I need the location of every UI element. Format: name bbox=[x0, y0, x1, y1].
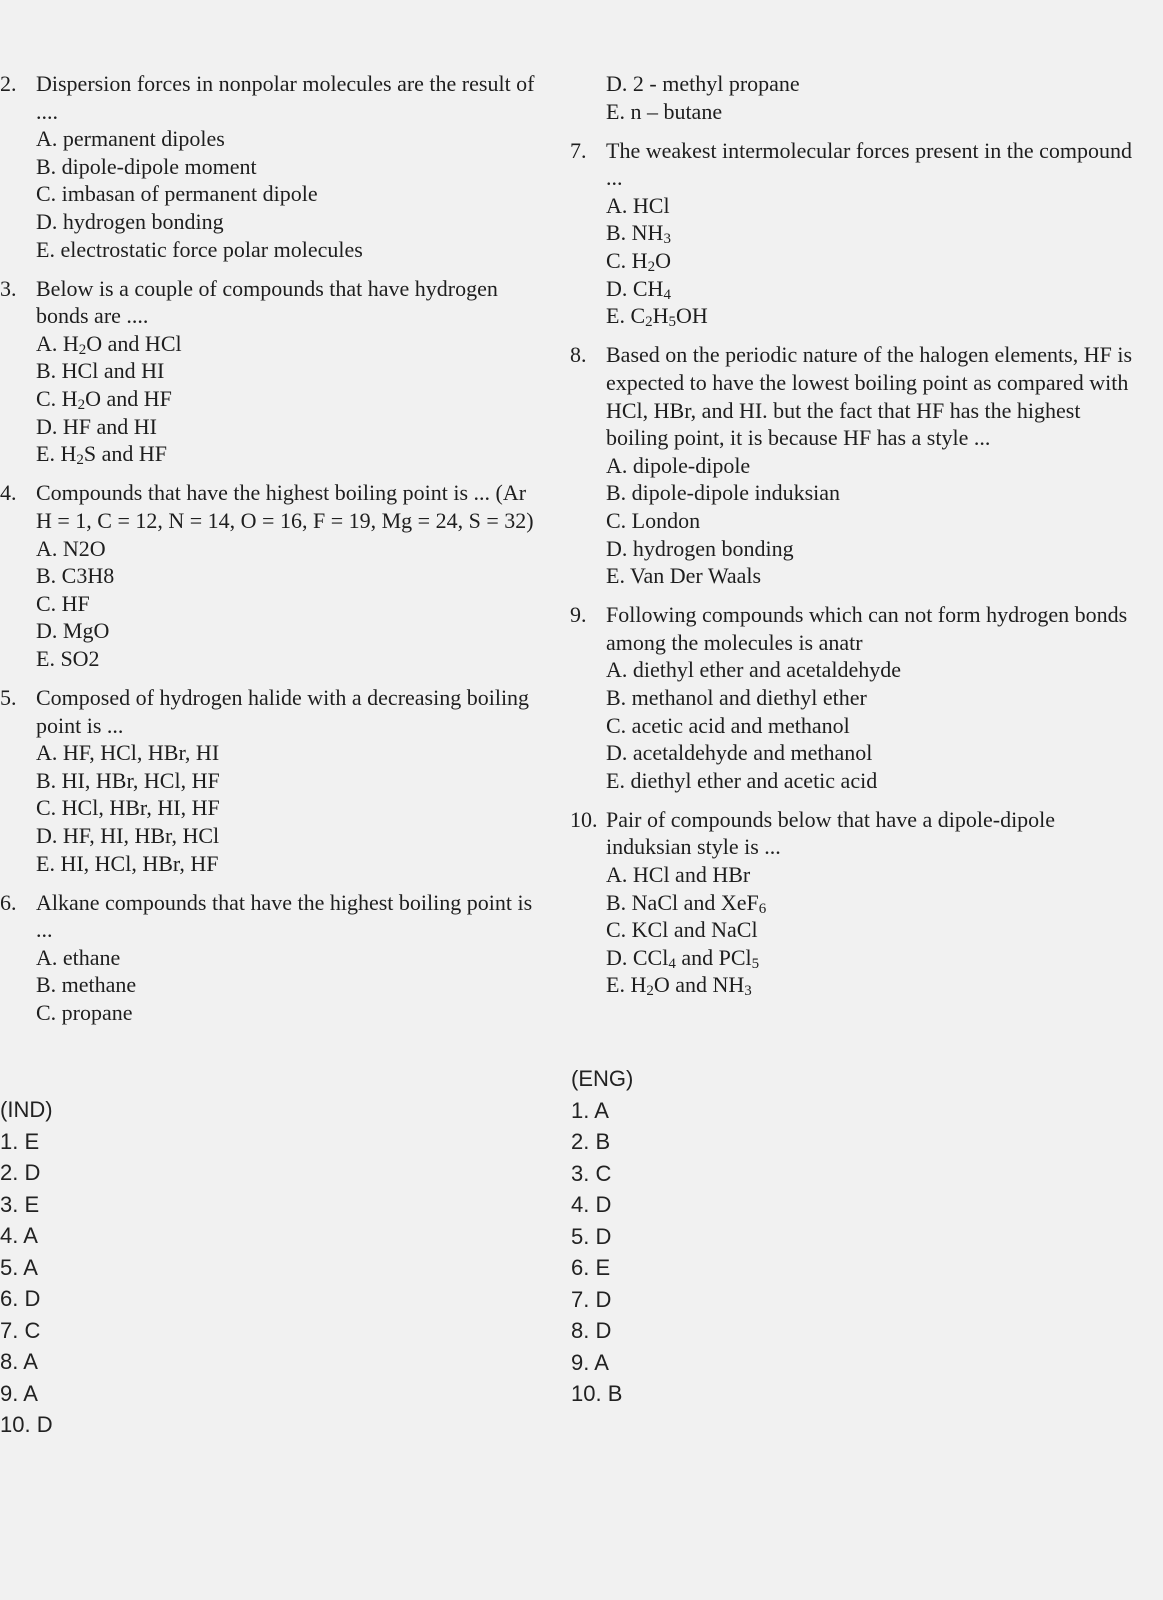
answer-option: C. imbasan of permanent dipole bbox=[36, 181, 318, 207]
answer-item: 4. A bbox=[0, 1223, 38, 1248]
answer-option: E. SO2 bbox=[36, 645, 100, 671]
answer-option: B. dipole-dipole induksian bbox=[606, 480, 841, 506]
answer-option: B. HI, HBr, HCl, HF bbox=[36, 767, 220, 793]
question-number: 3. bbox=[0, 275, 17, 301]
answer-option: C. acetic acid and methanol bbox=[606, 712, 850, 738]
answer-item: 9. A bbox=[0, 1380, 38, 1406]
answer-option: A. permanent dipoles bbox=[36, 126, 225, 152]
answer-option: A. $H_2O$ and HCl bbox=[36, 330, 182, 358]
answer-option: C. London bbox=[606, 507, 701, 533]
question-stem: Alkane compounds that have the highest boiling point is ... bbox=[36, 889, 533, 943]
answer-key-eng-title: (ENG) bbox=[571, 1066, 634, 1091]
answer-item: 2. D bbox=[0, 1160, 41, 1185]
answer-option: E. diethyl ether and acetic acid bbox=[606, 767, 878, 793]
answer-item: 10. B bbox=[571, 1381, 623, 1406]
answer-option: B. $NH_3$ bbox=[606, 220, 671, 248]
answer-option: D. HF and HI bbox=[36, 413, 157, 439]
answer-option: B. methane bbox=[36, 972, 137, 998]
question-2 bbox=[0, 70, 540, 263]
answer-option: B. NaCl and XeF$_6$ bbox=[606, 889, 767, 917]
question-6 bbox=[0, 889, 540, 1027]
answer-option: A. HCl and HBr bbox=[606, 862, 751, 888]
answer-item: 5. A bbox=[0, 1254, 38, 1280]
question-stem: Following compounds which can not form hydrogen bonds among the molecules is anatr bbox=[606, 602, 1128, 655]
question-8 bbox=[570, 341, 1140, 589]
answer-item: 7. D bbox=[571, 1286, 612, 1312]
question-number: 9. bbox=[570, 602, 587, 628]
question-10 bbox=[570, 806, 1140, 999]
question-number: 10. bbox=[570, 806, 598, 832]
answer-option: A. HCl bbox=[606, 192, 670, 218]
question-stem: Compounds that have the highest boiling point is ... (Ar H = 1, C = 12, N = 14, O = 16, F = 19, Mg = 24, S = 32) bbox=[36, 480, 534, 533]
answer-option: E. n – butane bbox=[606, 98, 723, 124]
question-5 bbox=[0, 684, 540, 877]
question-stem: Composed of hydrogen halide with a decreasing boiling point is ... bbox=[36, 684, 530, 738]
left-column bbox=[0, 70, 540, 1038]
answer-item: 9. A bbox=[571, 1349, 609, 1375]
question-number: 5. bbox=[0, 684, 17, 710]
answer-option: E. HI, HCl, HBr, HF bbox=[36, 850, 219, 876]
answer-item: 7. C bbox=[0, 1317, 41, 1343]
question-6-continued bbox=[570, 70, 1140, 125]
answer-item: 3. E bbox=[0, 1191, 40, 1217]
answer-option: C. HCl, HBr, HI, HF bbox=[36, 795, 220, 821]
answer-item: 10. D bbox=[0, 1412, 53, 1437]
question-9 bbox=[570, 601, 1140, 794]
answer-option: D. hydrogen bonding bbox=[606, 535, 794, 561]
answer-option: C. $H_2O$ bbox=[606, 248, 671, 276]
answer-item: 8. D bbox=[571, 1318, 612, 1343]
answer-option: E. Van Der Waals bbox=[606, 563, 762, 589]
question-number: 2. bbox=[0, 71, 17, 96]
answer-option: A. ethane bbox=[36, 944, 121, 970]
answer-option: B. dipole-dipole moment bbox=[36, 153, 257, 179]
answer-item: 6. D bbox=[0, 1286, 41, 1311]
answer-option: C. HF bbox=[36, 590, 90, 616]
answer-option: D. $CH_4$ bbox=[606, 275, 671, 303]
answer-item: 4. D bbox=[571, 1192, 612, 1217]
answer-option: D. CCl$_4$ and PCl$_5$ bbox=[606, 944, 760, 972]
answer-option: D. hydrogen bonding bbox=[36, 208, 224, 234]
question-stem: Based on the periodic nature of the halogen elements, HF is expected to have the lowest boiling point as compared with HCl, HBr, and HI. but the fact that HF has the highest boiling point, it is because HF has a style ... bbox=[606, 342, 1133, 451]
answer-option: E. $C_2H_5OH$ bbox=[606, 303, 708, 331]
question-stem: Dispersion forces in nonpolar molecules are the result of .... bbox=[36, 71, 535, 124]
answer-option: A. diethyl ether and acetaldehyde bbox=[606, 657, 902, 683]
answer-option: C. $H_2O$ and HF bbox=[36, 386, 172, 414]
answer-option: B. methanol and diethyl ether bbox=[606, 684, 867, 710]
question-7 bbox=[570, 137, 1140, 330]
answer-option: D. HF, HI, HBr, HCl bbox=[36, 822, 220, 848]
answer-item: 1. A bbox=[571, 1097, 609, 1123]
answer-option: B. HCl and HI bbox=[36, 358, 165, 384]
answer-option: A. dipole-dipole bbox=[606, 452, 751, 478]
answer-option: E. electrostatic force polar molecules bbox=[36, 236, 363, 262]
question-number: 7. bbox=[570, 137, 587, 163]
question-number: 6. bbox=[0, 889, 17, 915]
answer-item: 5. D bbox=[571, 1223, 612, 1249]
answer-option: D. acetaldehyde and methanol bbox=[606, 740, 873, 766]
answer-option: B. C3H8 bbox=[36, 563, 115, 589]
question-4 bbox=[0, 479, 540, 672]
question-number: 4. bbox=[0, 480, 17, 506]
answer-item: 6. E bbox=[571, 1255, 611, 1280]
right-column bbox=[570, 70, 1140, 1011]
question-stem: Below is a couple of compounds that have hydrogen bonds are .... bbox=[36, 275, 498, 329]
answer-option: E. $H_2S$ and HF bbox=[36, 441, 167, 469]
answer-option: C. propane bbox=[36, 1000, 133, 1025]
answer-key-eng bbox=[571, 1063, 633, 1410]
answer-key-ind bbox=[0, 1094, 53, 1441]
answer-item: 8. A bbox=[0, 1349, 38, 1374]
answer-option: C. KCl and NaCl bbox=[606, 917, 758, 943]
answer-item: 1. E bbox=[0, 1128, 40, 1154]
question-number: 8. bbox=[570, 342, 587, 368]
answer-key-ind-title: (IND) bbox=[0, 1097, 53, 1122]
answer-item: 3. C bbox=[571, 1160, 612, 1186]
question-stem: Pair of compounds below that have a dipole-dipole induksian style is ... bbox=[606, 806, 1056, 860]
answer-option: D. MgO bbox=[36, 618, 110, 644]
question-stem: The weakest intermolecular forces present in the compound ... bbox=[606, 137, 1132, 191]
answer-option: D. 2 - methyl propane bbox=[606, 71, 800, 96]
answer-option: E. $H_2O$ and $NH_3$ bbox=[606, 972, 752, 1000]
question-3 bbox=[0, 275, 540, 468]
answer-item: 2. B bbox=[571, 1129, 611, 1154]
answer-option: A. N2O bbox=[36, 535, 106, 561]
answer-option: A. HF, HCl, HBr, HI bbox=[36, 740, 220, 766]
